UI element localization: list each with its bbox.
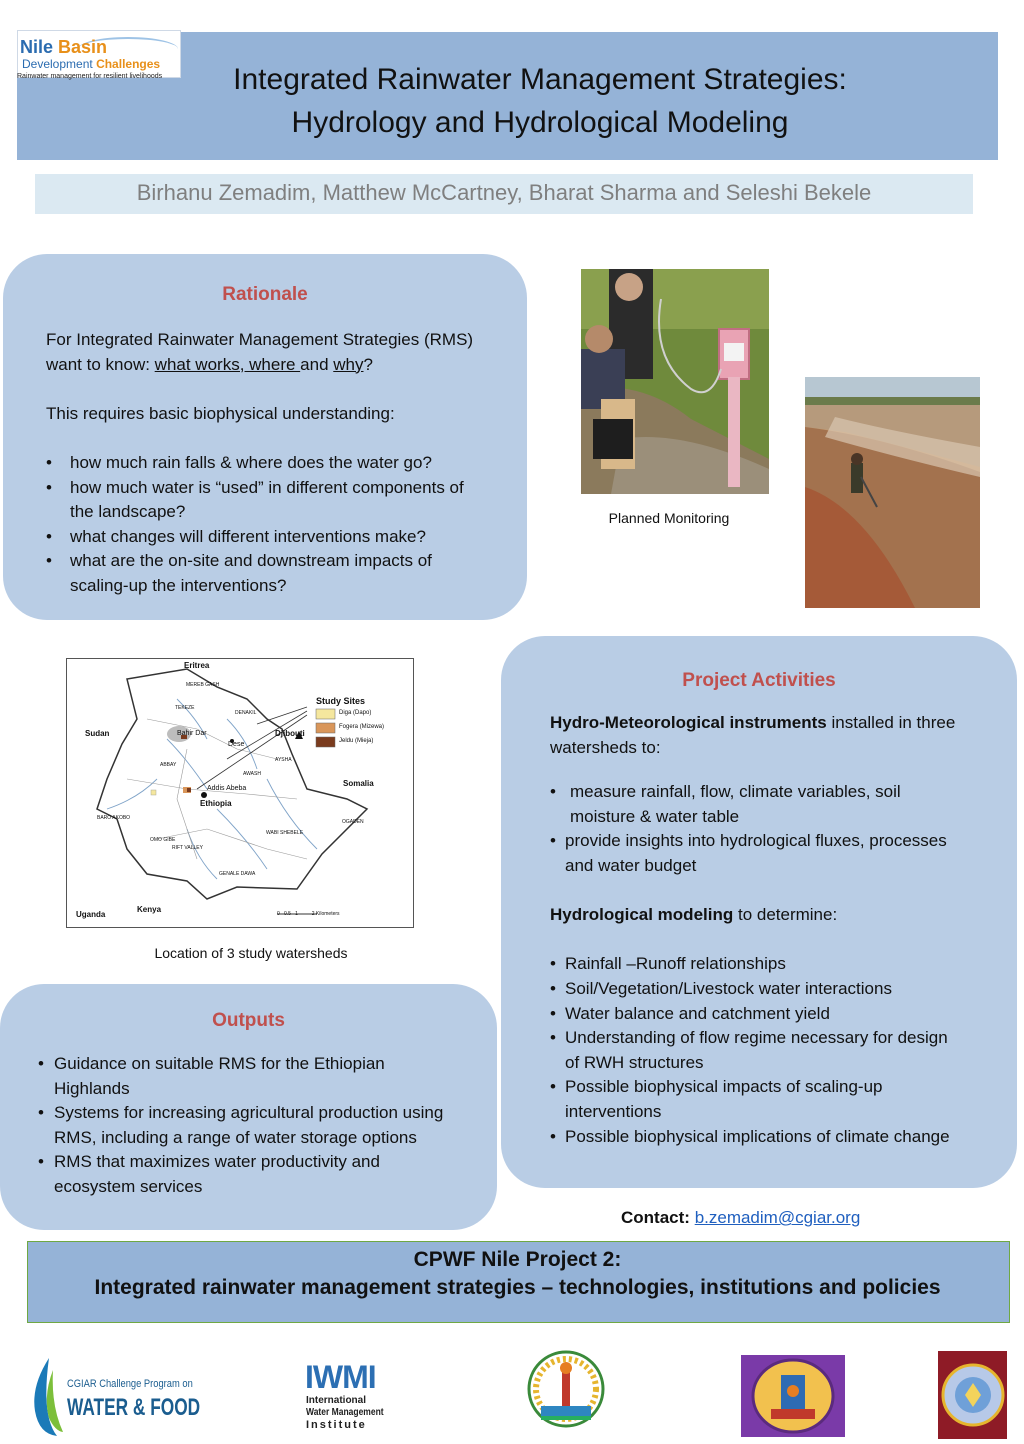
map-label-abbay: ABBAY	[160, 762, 177, 768]
map-legend-item: Fogera (Mizewa)	[339, 724, 385, 730]
logo-nile-text: Nile	[20, 37, 54, 57]
map-label-baro: BARO AKOBO	[97, 815, 131, 821]
bahir-dar-university-seal	[527, 1340, 605, 1438]
what-works-where: what works, where	[154, 354, 301, 374]
logo-challenges-text: Challenges	[96, 57, 161, 71]
map-label-eritrea: Eritrea	[184, 661, 210, 670]
map-caption: Location of 3 study watersheds	[154, 945, 348, 961]
activities-heading: Project Activities	[682, 670, 836, 691]
map-label-mereb: MEREB GASH	[186, 682, 220, 688]
activities-list-1	[550, 780, 957, 878]
map-label-awash: AWASH	[243, 771, 261, 777]
list-item: • Possible biophysical impacts of scaling-up interventions	[550, 1075, 957, 1124]
logo-development-text: Development	[22, 57, 93, 71]
map-label-wabi: WABI SHEBELE	[266, 830, 304, 836]
title-line-1: Integrated Rainwater Management Strategies:	[233, 63, 847, 96]
rationale-list	[46, 451, 481, 599]
list-item: • measure rainfall, flow, climate variables, soil moisture & water table	[550, 780, 957, 829]
iwmi-logo	[305, 1360, 391, 1436]
water-drop-icon	[27, 1356, 67, 1436]
activities-body	[550, 711, 957, 1149]
logo-basin-text: Basin	[58, 37, 108, 57]
list-item: • Rainfall –Runoff relationships	[550, 952, 957, 977]
monitoring-photo-2	[805, 377, 980, 608]
project-banner-text	[27, 1246, 1008, 1302]
outputs-heading: Outputs	[212, 1010, 285, 1031]
contact-label: Contact:	[621, 1208, 690, 1227]
project-activities-panel	[501, 636, 1017, 1188]
why-text: why	[333, 354, 364, 374]
rationale-intro: For Integrated Rainwater Management Strategies (RMS) want to know: what works, where and why?	[46, 330, 474, 374]
monitoring-caption: Planned Monitoring	[608, 510, 730, 526]
map-label-genale: GENALE DAWA	[219, 871, 256, 877]
contact-email-link[interactable]: b.zemadim@cgiar.org	[694, 1208, 861, 1227]
map-label-uganda: Uganda	[76, 910, 106, 919]
map-label-bahir-dar: Bahir Dar	[177, 730, 207, 737]
list-item: • Possible biophysical implications of climate change	[550, 1125, 957, 1150]
iwmi-line-3: Institute	[306, 1419, 367, 1431]
list-item: • provide insights into hydrological fluxes, processes and water budget	[550, 829, 957, 878]
list-item: • Systems for increasing agricultural production using RMS, including a range of water storage options	[38, 1101, 447, 1150]
university-seal-red	[938, 1351, 1007, 1439]
activities-intro: Hydro-Meteorological instruments installed in three watersheds to:	[550, 713, 956, 757]
nile-basin-logo	[17, 30, 181, 78]
cgiar-line-2: WATER & FOOD	[67, 1394, 201, 1421]
map-label-rift: RIFT VALLEY	[172, 845, 203, 851]
rationale-requirement: This requires basic biophysical understanding:	[46, 403, 395, 423]
map-label-tekeze: TEKEZE	[175, 705, 195, 711]
map-legend-title: Study Sites	[316, 696, 366, 706]
map-legend-item: Diga (Dapo)	[339, 710, 372, 716]
logo-tagline: Rainwater management for resilient livelihoods	[17, 73, 163, 80]
map-label-djibouti: Djibouti	[275, 729, 305, 738]
list-item: • what are the on-site and downstream impacts of scaling-up the interventions?	[46, 549, 481, 598]
list-item: • Soil/Vegetation/Livestock water interactions	[550, 977, 957, 1002]
cgiar-logo	[27, 1356, 201, 1436]
study-site-map	[66, 658, 414, 928]
map-label-addis: Addis Abeba	[207, 785, 247, 792]
outputs-panel	[0, 984, 497, 1230]
monitoring-photo-1	[581, 269, 769, 494]
poster-title	[180, 58, 900, 144]
map-label-omo: OMO GIBE	[150, 837, 176, 843]
list-item: • RMS that maximizes water productivity and ecosystem services	[38, 1150, 447, 1199]
rationale-body	[46, 328, 481, 599]
list-item: • Water balance and catchment yield	[550, 1002, 957, 1027]
map-scale-bar: 0 0.5 1 2 Kilometers	[277, 911, 340, 917]
activities-list-2	[550, 952, 957, 1149]
project-banner-line-2: Integrated rainwater management strategies – technologies, institutions and policies	[94, 1276, 941, 1299]
university-seal-purple	[741, 1355, 845, 1437]
list-item: • Guidance on suitable RMS for the Ethiopian Highlands	[38, 1052, 447, 1101]
map-label-somalia: Somalia	[343, 779, 374, 788]
list-item: • how much water is “used” in different components of the landscape?	[46, 476, 481, 525]
map-label-sudan: Sudan	[85, 729, 110, 738]
list-item: • Understanding of flow regime necessary for design of RWH structures	[550, 1026, 957, 1075]
rationale-panel	[3, 254, 527, 620]
iwmi-line-1: International	[306, 1395, 367, 1406]
title-line-2: Hydrology and Hydrological Modeling	[291, 106, 789, 139]
map-label-denakil: DENAKIL	[235, 710, 257, 716]
modeling-intro: Hydrological modeling to determine:	[550, 905, 838, 925]
rationale-heading: Rationale	[222, 284, 308, 305]
map-label-aysha: AYSHA	[275, 757, 292, 763]
authors: Birhanu Zemadim, Matthew McCartney, Bharat Sharma and Seleshi Bekele	[136, 180, 872, 205]
iwmi-acronym: IWMI	[305, 1359, 376, 1395]
project-banner-line-1: CPWF Nile Project 2:	[413, 1248, 622, 1271]
contact-line	[621, 1208, 860, 1228]
map-label-ethiopia: Ethiopia	[200, 799, 232, 808]
map-legend-item: Jeldu (Mieja)	[339, 738, 374, 744]
map-label-ogaden: OGADEN	[342, 819, 364, 825]
iwmi-line-2: Water Management	[306, 1407, 384, 1418]
list-item: • how much rain falls & where does the water go?	[46, 451, 481, 476]
map-label-dese: Dese	[228, 741, 245, 748]
outputs-body	[38, 1052, 447, 1200]
cgiar-line-1: CGIAR Challenge Program on	[67, 1378, 193, 1390]
map-label-kenya: Kenya	[137, 905, 162, 914]
list-item: • what changes will different interventions make?	[46, 525, 481, 550]
